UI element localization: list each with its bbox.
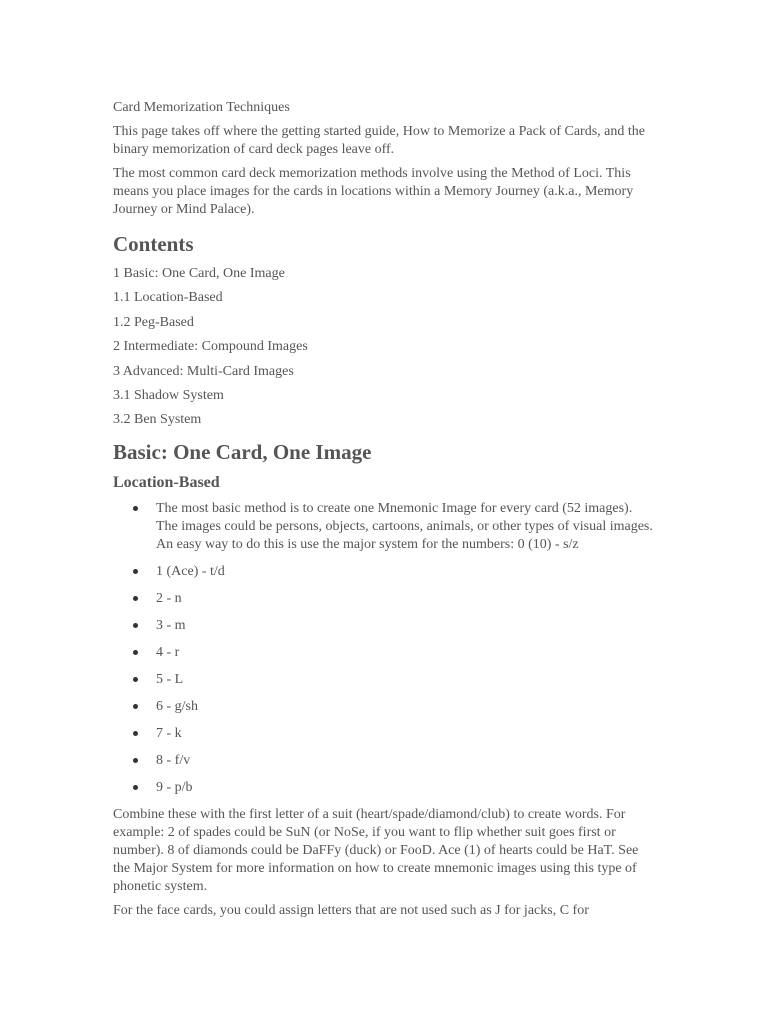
table-of-contents bbox=[113, 265, 653, 429]
toc-item[interactable]: 3.1 Shadow System bbox=[113, 387, 224, 403]
document-title: Card Memorization Techniques bbox=[113, 100, 290, 115]
list-item: The most basic method is to create one Mnemonic Image for every card (52 images). The images could be persons, objects, cartoons, animals, or other types of visual images. An easy way to do this is use the major system for the numbers: 0 (10) - s/z bbox=[113, 500, 653, 554]
toc-item[interactable]: 3 Advanced: Multi-Card Images bbox=[113, 363, 294, 379]
major-system-list bbox=[113, 500, 653, 797]
toc-item[interactable]: 2 Intermediate: Compound Images bbox=[113, 339, 308, 355]
body-paragraph-1: Combine these with the first letter of a suit (heart/spade/diamond/club) to create words. For example: 2 of spades could be SuN (or NoSe, if you want to flip whether suit goes first or number). 8 of diamonds could be DaFFy (duck) or FooD. Ace (1) of hearts could be HaT. See the Major System for more information on how to create mnemonic images using this type of phonetic system. bbox=[113, 807, 639, 895]
list-item: 3 - m bbox=[113, 617, 653, 635]
body-paragraph-2: For the face cards, you could assign letters that are not used such as J for jacks, C for bbox=[113, 903, 589, 919]
list-item: 5 - L bbox=[113, 671, 653, 689]
intro-paragraph-2: The most common card deck memorization methods involve using the Method of Loci. This means you place images for the cards in locations within a Memory Journey (a.k.a., Memory Journey or Mind Palace). bbox=[113, 166, 634, 217]
list-item: 9 - p/b bbox=[113, 779, 653, 797]
intro-paragraph-1: This page takes off where the getting started guide, How to Memorize a Pack of Cards, and the binary memorization of card deck pages leave off. bbox=[113, 124, 645, 157]
section-heading-basic: Basic: One Card, One Image bbox=[113, 440, 372, 465]
document-page bbox=[113, 99, 653, 926]
toc-item[interactable]: 1 Basic: One Card, One Image bbox=[113, 266, 285, 281]
list-item: 2 - n bbox=[113, 590, 653, 608]
toc-item[interactable]: 1.1 Location-Based bbox=[113, 290, 223, 306]
list-item: 1 (Ace) - t/d bbox=[113, 563, 653, 581]
contents-heading: Contents bbox=[113, 232, 194, 256]
subsection-heading-location-based: Location-Based bbox=[113, 474, 220, 492]
list-item: 8 - f/v bbox=[113, 752, 653, 770]
list-item: 6 - g/sh bbox=[113, 698, 653, 716]
list-item: 4 - r bbox=[113, 644, 653, 662]
toc-item[interactable]: 1.2 Peg-Based bbox=[113, 314, 194, 330]
toc-item[interactable]: 3.2 Ben System bbox=[113, 412, 202, 428]
list-item: 7 - k bbox=[113, 725, 653, 743]
